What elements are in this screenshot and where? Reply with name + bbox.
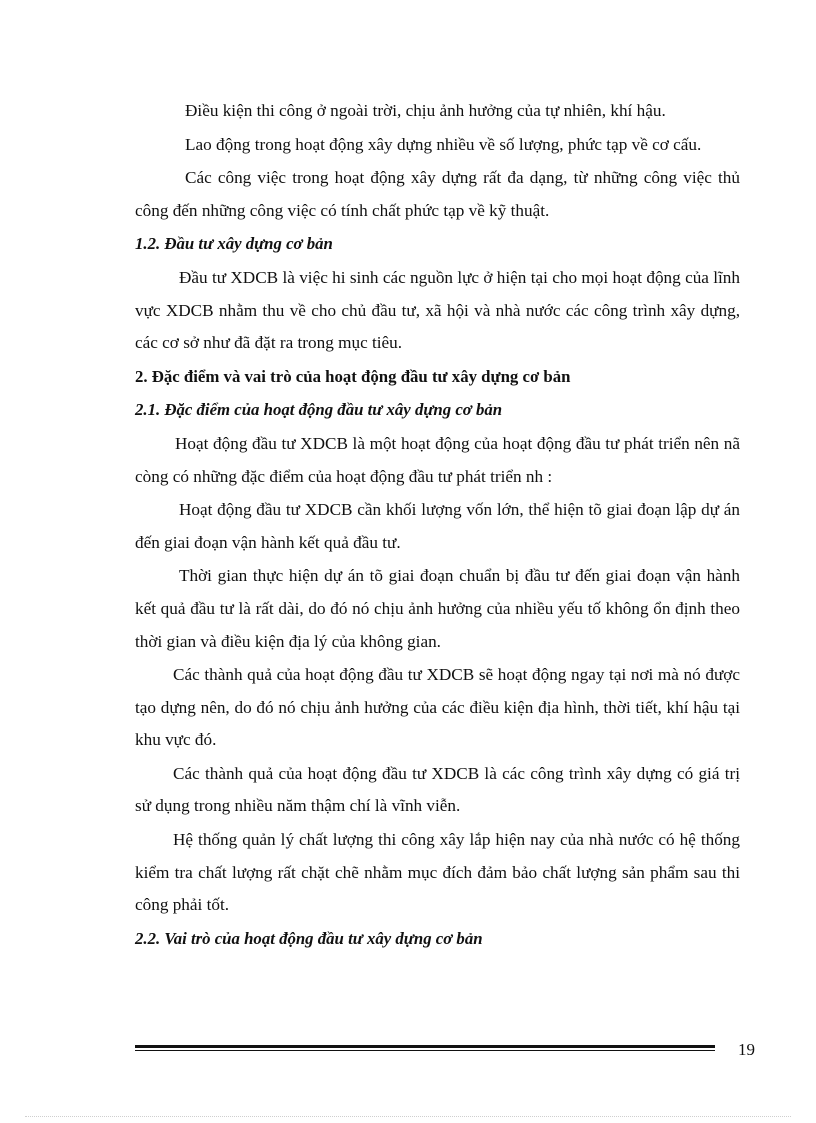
page-number: 19 <box>738 1040 755 1059</box>
heading-2-1: 2.1. Đặc điểm của hoạt động đầu tư xây dựng cơ bản <box>135 400 503 420</box>
paragraph-results-lifetime: Các thành quả của hoạt động đầu tư XDCB là các công trình xây dựng có giá trị sử dụng trong nhiều năm thậm chí là vĩnh viễn. <box>135 763 740 816</box>
heading-2: 2. Đặc điểm và vai trò của hoạt động đầu tư xây dựng cơ bản <box>135 366 571 386</box>
paragraph-construction-labor: Lao động trong hoạt động xây dựng nhiều về số lượng, phức tạp về cơ cấu. <box>185 134 702 154</box>
paragraph-results-location: Các thành quả của hoạt động đầu tư XDCB sẽ hoạt động ngay tại nơi mà nó được tạo dựng nên, do đó nó chịu ảnh hưởng của các điều kiện địa hình, thời tiết, khí hậu tại khu vực đó. <box>135 665 740 750</box>
paragraph-xdcb-characteristics: Hoạt động đầu tư XDCB là một hoạt động của hoạt động đầu tư phát triển nên nã còng có những đặc điểm của hoạt động đầu tư phát triển nh : <box>135 433 740 486</box>
page-bottom-dotted-line <box>25 1116 791 1117</box>
page-body <box>135 95 740 956</box>
paragraph-implementation-time: Thời gian thực hiện dự án tõ giai đoạn chuẩn bị đầu tư đến giai đoạn vận hành kết quả đầu tư là rất dài, do đó nó chịu ảnh hưởng của nhiều yếu tố không ổn định theo thời gian và điều kiện địa lý của không gian. <box>135 566 740 651</box>
paragraph-quality-management: Hệ thống quản lý chất lượng thi công xây lắp hiện nay của nhà nước có hệ thống kiểm tra chất lượng rất chặt chẽ nhằm mục đích đảm bảo chất lượng sản phẩm sau thi công phải tốt. <box>135 830 740 915</box>
footer-rule-thick <box>135 1045 715 1048</box>
paragraph-capital-requirement: Hoạt động đầu tư XDCB cần khối lượng vốn lớn, thể hiện tõ giai đoạn lập dự án đến giai đoạn vận hành kết quả đầu tư. <box>135 500 740 552</box>
heading-1-2: 1.2. Đầu tư xây dựng cơ bản <box>135 234 333 254</box>
paragraph-xdcb-definition: Đầu tư XDCB là việc hi sinh các nguồn lực ở hiện tại cho mọi hoạt động của lĩnh vực XDCB nhằm thu về cho chủ đầu tư, xã hội và nhà nước các công trình xây dựng, các cơ sở như đã đặt ra trong mục tiêu. <box>135 267 740 353</box>
paragraph-construction-tasks: Các công việc trong hoạt động xây dựng rất đa dạng, từ những công việc thủ công đến những công việc có tính chất phức tạp về kỹ thuật. <box>135 168 740 220</box>
footer-rule-thin <box>135 1050 715 1051</box>
heading-2-2: 2.2. Vai trò của hoạt động đầu tư xây dựng cơ bản <box>135 928 483 948</box>
paragraph-construction-conditions: Điều kiện thi công ở ngoài trời, chịu ảnh hưởng của tự nhiên, khí hậu. <box>185 101 666 120</box>
